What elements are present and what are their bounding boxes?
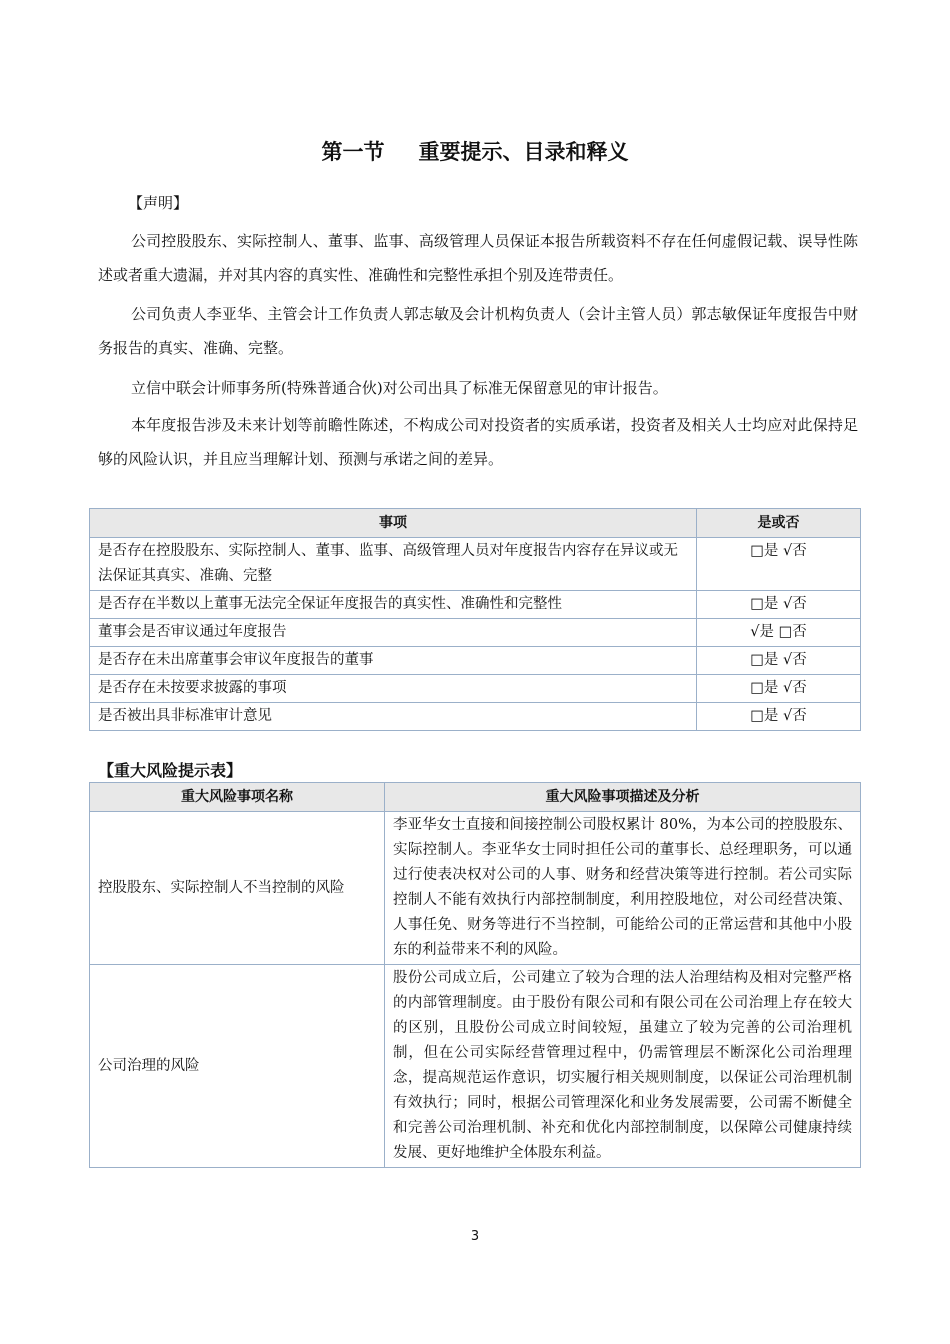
answer-cell: □是 √否 [697,675,861,703]
header-risk-name: 重大风险事项名称 [90,783,385,812]
table-header-row [90,509,861,538]
table-row [90,703,861,731]
page-number: 3 [470,1229,480,1244]
header-matter: 事项 [90,509,697,538]
section-name: 重要提示、目录和释义 [418,140,629,164]
matter-cell: 董事会是否审议通过年度报告 [90,619,697,647]
matter-cell: 是否存在未按要求披露的事项 [90,675,697,703]
matter-cell: 是否存在未出席董事会审议年度报告的董事 [90,647,697,675]
answer-cell: □是 √否 [697,647,861,675]
risk-name-cell: 控股股东、实际控制人不当控制的风险 [90,812,385,965]
risk-desc-cell: 股份公司成立后，公司建立了较为合理的法人治理结构及相对完整严格的内部管理制度。由于股份有限公司和有限公司在公司治理上存在较大的区别，且股份公司成立时间较短，虽建立了较为完善的公司治理机制，但在公司实际经营管理过程中，仍需管理层不断深化公司治理理念，提高规范运作意识，切实履行相关规则制度，以保证公司治理机制有效执行；同时，根据公司管理深化和业务发展需要，公司需不断健全和完善公司治理机制、补充和优化内部控制制度，以保障公司健康持续发展、更好地维护全体股东利益。 [385,965,861,1168]
table-header-row [90,783,861,812]
table-row [90,812,861,965]
table-row [90,538,861,591]
section-number: 第一节 [321,140,385,164]
table-row [90,647,861,675]
answer-cell: □是 √否 [697,703,861,731]
risk-name-cell: 公司治理的风险 [90,965,385,1168]
matter-cell: 是否存在控股股东、实际控制人、董事、监事、高级管理人员对年度报告内容存在异议或无法保证其真实、准确、完整 [90,538,697,591]
header-risk-desc: 重大风险事项描述及分析 [385,783,861,812]
header-yes-no: 是或否 [697,509,861,538]
matters-table [89,508,861,731]
section-title [0,136,950,166]
risk-desc-cell: 李亚华女士直接和间接控制公司股权累计 80%，为本公司的控股股东、实际控制人。李亚华女士同时担任公司的董事长、总经理职务，可以通过行使表决权对公司的人事、财务和经营决策等进行控制。若公司实际控制人不能有效执行内部控制制度，利用控股地位，对公司经营决策、人事任免、财务等进行不当控制，可能给公司的正常运营和其他中小股东的利益带来不利的风险。 [385,812,861,965]
paragraph-responsible-persons: 公司负责人李亚华、主管会计工作负责人郭志敏及会计机构负责人（会计主管人员）郭志敏保证年度报告中财务报告的真实、准确、完整。 [98,305,858,357]
answer-cell: □是 √否 [697,591,861,619]
risk-table [89,782,861,1168]
table-row [90,965,861,1168]
paragraph-audit: 立信中联会计师事务所(特殊普通合伙)对公司出具了标准无保留意见的审计报告。 [131,379,668,397]
paragraph-forward-looking: 本年度报告涉及未来计划等前瞻性陈述，不构成公司对投资者的实质承诺，投资者及相关人士均应对此保持足够的风险认识，并且应当理解计划、预测与承诺之间的差异。 [98,416,858,468]
answer-cell: √是 □否 [697,619,861,647]
matter-cell: 是否存在半数以上董事无法完全保证年度报告的真实性、准确性和完整性 [90,591,697,619]
table-row [90,675,861,703]
table-row [90,591,861,619]
declaration-header: 【声明】 [128,194,189,212]
table-row [90,619,861,647]
paragraph-guarantee: 公司控股股东、实际控制人、董事、监事、高级管理人员保证本报告所载资料不存在任何虚假记载、误导性陈述或者重大遗漏，并对其内容的真实性、准确性和完整性承担个别及连带责任。 [98,232,858,284]
matter-cell: 是否被出具非标准审计意见 [90,703,697,731]
answer-cell: □是 √否 [697,538,861,591]
risk-table-header: 【重大风险提示表】 [98,761,243,780]
